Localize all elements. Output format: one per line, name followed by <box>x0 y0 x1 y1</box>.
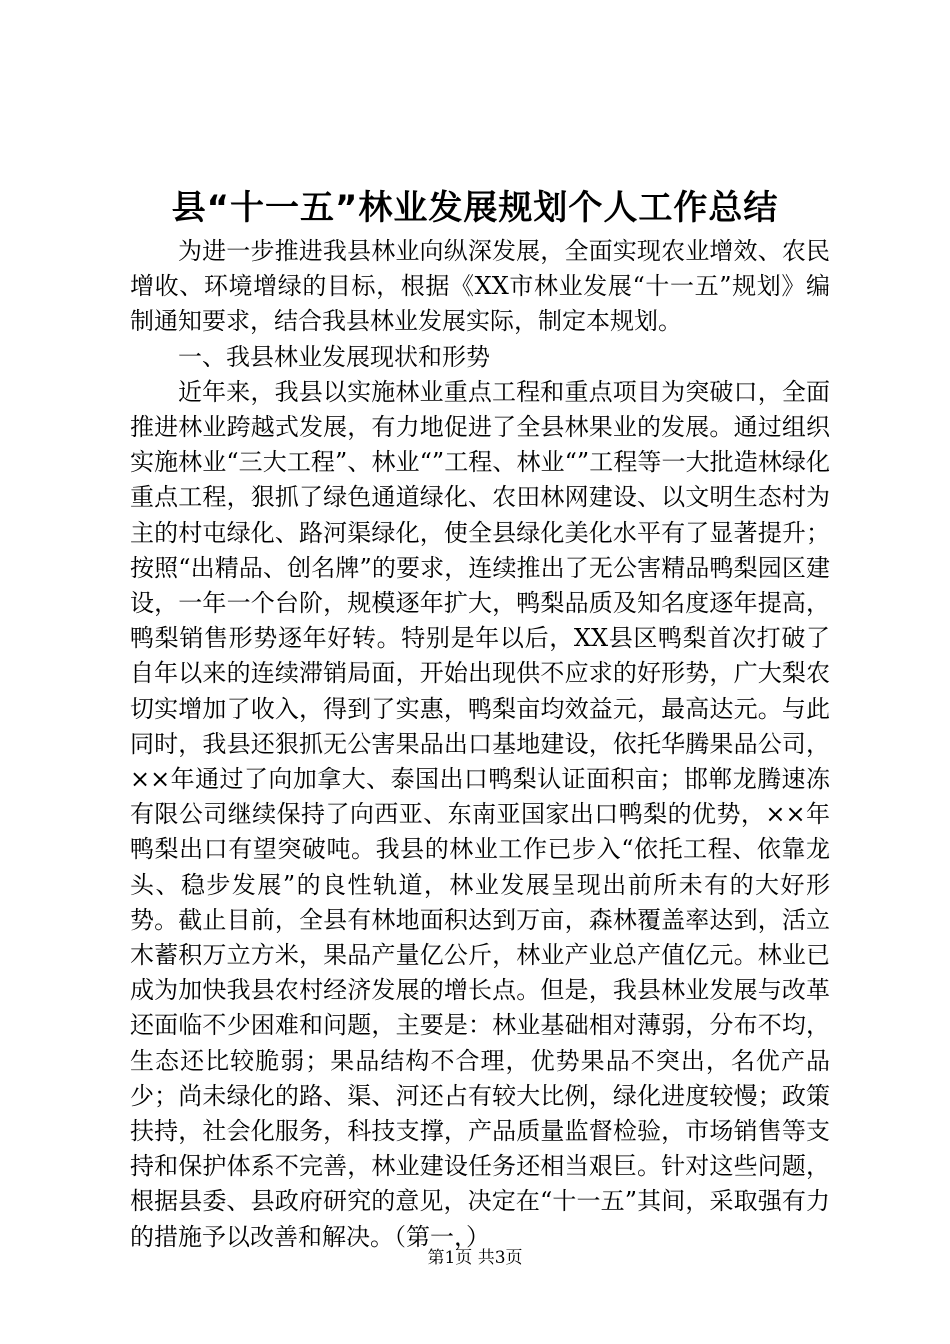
document-body <box>130 234 830 1255</box>
intro-paragraph: 为进一步推进我县林业向纵深发展，全面实现农业增效、农民增收、环境增绿的目标，根据《XX市林业发展“十一五”规划》编制通知要求，结合我县林业发展实际，制定本规划。 <box>130 237 830 336</box>
page-footer: 第1页 共3页 <box>427 1248 523 1268</box>
document-title: 县“十一五”林业发展规划个人工作总结 <box>171 188 779 228</box>
body-paragraph: 近年来，我县以实施林业重点工程和重点项目为突破口，全面推进林业跨越式发展，有力地促进了全县林果业的发展。通过组织实施林业“三大工程”、林业“”工程、林业“”工程等一大批造林绿化重点工程，狠抓了绿色通道绿化、农田林网建设、以文明生态村为主的村屯绿化、路河渠绿化，使全县绿化美化水平有了显著提升；按照“出精品、创名牌”的要求，连续推出了无公害精品鸭梨园区建设，一年一个台阶，规模逐年扩大，鸭梨品质及知名度逐年提高，鸭梨销售形势逐年好转。特别是年以后，XX县区鸭梨首次打破了自年以来的连续滞销局面，开始出现供不应求的好形势，广大梨农切实增加了收入，得到了实惠，鸭梨亩均效益元，最高达元。与此同时，我县还狠抓无公害果品出口基地建设，依托华腾果品公司，××年通过了向加拿大、泰国出口鸭梨认证面积亩；邯郸龙腾速冻有限公司继续保持了向西亚、东南亚国家出口鸭梨的优势，××年鸭梨出口有望突破吨。我县的林业工作已步入“依托工程、依靠龙头、稳步发展”的良性轨道，林业发展呈现出前所未有的大好形势。截止目前，全县有林地面积达到万亩，森林覆盖率达到，活立木蓄积万立方米，果品产量亿公斤，林业产业总产值亿元。林业已成为加快我县农村经济发展的增长点。但是，我县林业发展与改革还面临不少困难和问题，主要是：林业基础相对薄弱，分布不均，生态还比较脆弱；果品结构不合理，优势果品不突出，名优产品少；尚未绿化的路、渠、河还占有较大比例，绿化进度较慢；政策扶持，社会化服务，科技支撑，产品质量监督检验，市场销售等支持和保护体系不完善，林业建设任务还相当艰巨。针对这些问题，根据县委、县政府研究的意见，决定在“十一五”其间，采取强有力的措施予以改善和解决。（第一，） <box>130 377 830 1251</box>
section-heading: 一、我县林业发展现状和形势 <box>178 342 490 371</box>
